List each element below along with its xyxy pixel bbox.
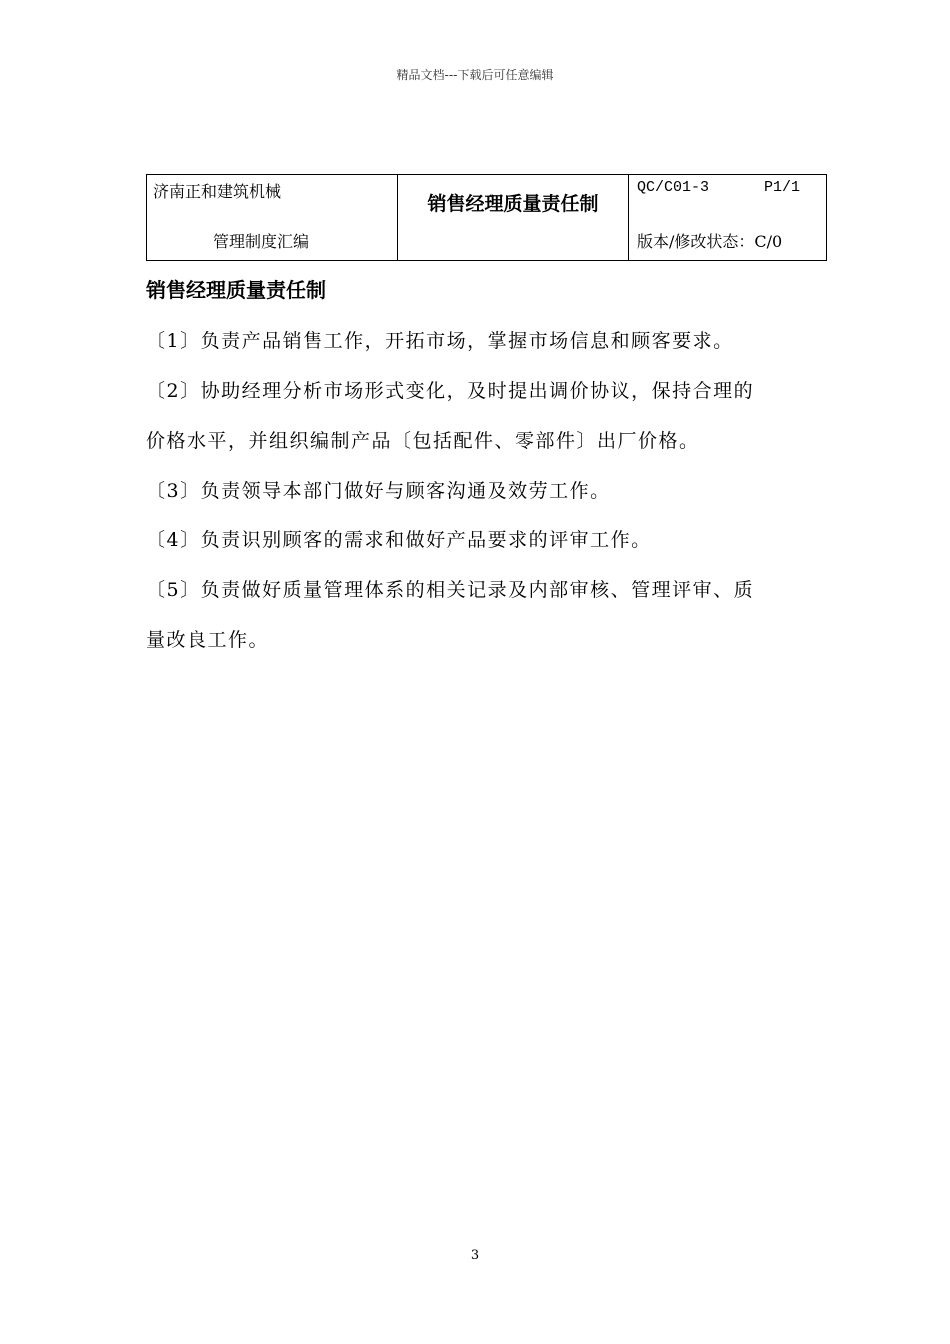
page-header: 精品文档---下载后可任意编辑 bbox=[396, 68, 554, 82]
body-line-1: 〔1〕负责产品销售工作，开拓市场，掌握市场信息和顾客要求。 bbox=[146, 330, 734, 352]
code-cell bbox=[629, 175, 827, 261]
body-line-3: 价格水平，并组织编制产品〔包括配件、零部件〕出厂价格。 bbox=[146, 430, 700, 452]
company-name: 济南正和建筑机械 bbox=[153, 182, 282, 201]
version-status: 版本/修改状态：C/0 bbox=[637, 232, 783, 251]
page-indicator: P1/1 bbox=[763, 179, 800, 196]
body-line-5: 〔4〕负责识别顾客的需求和做好产品要求的评审工作。 bbox=[146, 529, 652, 551]
body-line-6: 〔5〕负责做好质量管理体系的相关记录及内部审核、管理评审、质 bbox=[146, 579, 755, 601]
document-code: QC/C01-3 bbox=[637, 179, 710, 196]
title-cell bbox=[398, 175, 629, 261]
section-title: 销售经理质量责任制 bbox=[146, 278, 326, 302]
company-cell bbox=[147, 175, 398, 261]
body-line-2: 〔2〕协助经理分析市场形式变化，及时提出调价协议，保持合理的 bbox=[146, 380, 755, 402]
document-title: 销售经理质量责任制 bbox=[427, 193, 599, 215]
collection-name: 管理制度汇编 bbox=[213, 232, 310, 251]
body-line-7: 量改良工作。 bbox=[146, 629, 270, 651]
document-header-table bbox=[146, 174, 827, 261]
page-number: 3 bbox=[470, 1248, 480, 1263]
body-line-4: 〔3〕负责领导本部门做好与顾客沟通及效劳工作。 bbox=[146, 480, 611, 502]
